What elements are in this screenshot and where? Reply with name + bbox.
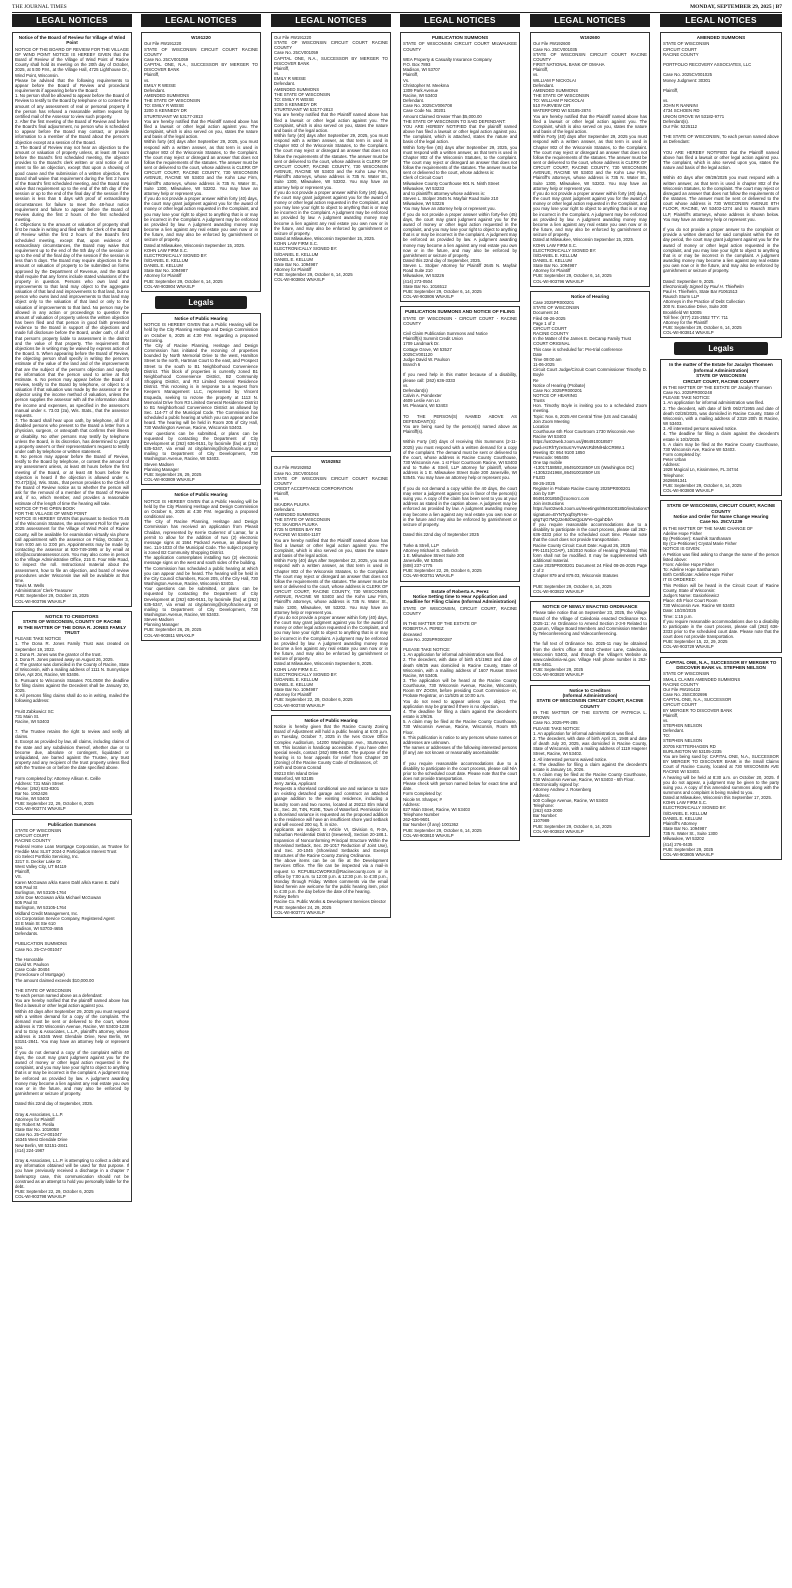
notice-body: PLEASE TAKE NOTICE 1. The Dona R. Jones Family Trust was created on September 19, 2022. 2. Dona R. Jones was the grantor of the trust. 3. Dona R. Jones passed away on August 26, 2025. 4. The grantor was domiciled in the County of Racine, State of Wisconsin, with a mailing address of 1111 N. Sunnyslope Drive, Apt 204, Racine, WI 53406. 5. Pursuant to Wisconsin Statutes 701.0508 the deadline for filing claims against the Decedent shall be January 30, 2025. 6. All persons filing claims shall do so in writing, mailed the following address: Pruitt Zabkowicz SC 731 Main St. Racine, WI 53403 7. The Trustee retains the right to review and verify all claims. 8. Except as provided by law, all claims, including claims of the state and any subdivision thereof, whether due or to become due, absolute or contingent, liquidated or unliquidated, are barred against the Trustee, any trust property and any recipient of the trust property unless filed with the Trustee on or before the date specified above. Form completed by: Attorney Allison K. Ceille Address: 731 Main Street Phone: (262) 633-8301 Bar No. 1062426 Racine, WI 53403 PUB: September 22, 29, October 6, 2025 COL-WI-903774 WNAXLP (15, 636, 129, 812)
notice-body: Our File #W192852 Case No. 25CV001044 STATE OF WISCONSIN CIRCUIT COURT RACINE COUNTY CREDIT ACCEPTANCE CORPORATION Plaintiff, vs. SKAIDRA PLIURA Defendant. AMENDED SUMMONS THE STATE OF WISCONSIN TO: SKAIDRA PLIURA 4725 N GREEN BAY RD RACINE WI 53404-1107 You are hereby notified that the Plaintiff named above has filed a lawsuit or other legal action against you. The Complaint, which is also served on you, states the nature and basis of the legal action. Within Forty (40) days after September 22, 2025, you must respond with a written answer, as that term is used in Chapter 802 of the Wisconsin Statutes, to the Complaint. The court may reject or disregard an answer that does not follow the requirements of the statutes. The answer must be sent or delivered to the court, whose address is CLERK OF CIRCUIT COURT, RACINE COUNTY, 730 WISCONSIN AVENUE, RACINE WI 53403 and the Kohn Law Firm, Plaintiff's attorneys, whose address is 735 N. Water St., Suite 1300, Milwaukee, WI 53202. You may have an attorney help or represent you. If you do not provide a proper answer within forty (40) days, the court may grant judgment against you for the award of money or other legal action requested in the Complaint, and you may lose your right to object to anything that is or may be incorrect in the Complaint. A judgment may be enforced as provided by law. A judgment awarding money may become a lien against any real estate you own now or in the future, and may also be enforced by garnishment or seizure of property. Dated at Milwaukee, Wisconsin September 5, 2025. KOHN LAW FIRM S.C. ELECTRONICALLY SIGNED BY: /S/DANIEL E. KELLUM DANIEL E. KELLUM State Bar No. 1094987 Attorney for Plaintiff PUB: September 22, 29, October 6, 2025 COL-WI-903740 WNAXLP (274, 465, 388, 708)
estate-perez (400, 586, 520, 841)
notice-title: NOTICE TO CREDITORS STATE OF WISCONSIN, COUNTY OF RACINE IN THE MATTER OF THE DONA R. JONES FAMILY TRUST (17, 613, 127, 635)
notice-to-creditors-jones (12, 611, 132, 815)
summons-notice-of-filing (400, 306, 520, 581)
column-5 (530, 32, 650, 1580)
notice-title: PUBLICATION SUMMONS (431, 35, 489, 40)
notice-body: NOTICE IS HEREBY GIVEN that a Public Hearing will be held by the City Planning Heritage and Design Commission on October 6, 2025 at 4:30 P.M. regarding a proposed conditional use. The City of Racine Planning, Heritage and Design Commission has received an application from Pleasit Chaidan, represented by Kerrie Gutierrez of Lamar, for a permit to allow for the addition of two (2) electronic message signs at 1564 Packard Avenue, as allowed by Sec. 114-1033 of the Municipal Code. The subject property is zoned B2 Community Shopping District. The application contemplates installing two (2) electronic message signs on the west and south sides of the building. The Commission has scheduled a public hearing at which you can appear and be heard. The hearing will be held in the City Council Chambers, Room 205, of the City Hall, 730 Washington Avenue, Racine, Wisconsin 53403. Your questions can be submitted, or plans can be requested by contacting the Department of City Development at (262) 636-9151, by facsimile (fax) at (262) 635-5347, via email at cityplanning@cityofracine.org or mailing to Department of City Development, 730 Washington Avenue, Racine, WI 53403. Steven Madsen Planning Manager PUB: September 26, 29, 2025 COL-WI-903811 WNAXLP (144, 498, 258, 638)
notice-title: CAPITAL ONE, N.A., SUCCESSOR BY MERGER TO DISCOVER BANK vs. STEPHEN NELSON (665, 659, 777, 670)
notice-title: AMENDED SUMMONS (696, 35, 746, 40)
electronic-signature: Electronically Signed by Paul H. Thielhelm (663, 283, 744, 289)
column-1 (12, 32, 132, 1580)
notice-of-hearing-decamp (530, 291, 650, 597)
date-text: MONDAY, SEPTEMBER 29, 2025 (689, 4, 772, 10)
notice-body: STATE OF WISCONSIN CIRCUIT COURT MILWAUKEE COUNTY WEA Property & Casualty Insurance Company P.O. Box 7893 Madison, WI 53707 Plaintiff, Vs. Christopher M. Meekma 1309 Park Avenue Racine, WI 53403 Defendant. Case No. 2025CV006708 Case Code No. 30201 Amount Claimed Greater Than $5,000.00 THE STATE OF WISCONSIN TO SAID DEFENDANT: YOU ARE HEREBY NOTIFIED that the plaintiff named above has filed a lawsuit or other legal action against you. The complaint, which is attached, states the nature and basis of the legal action. Within forty-five (45) days after September 29, 2025, you must respond with a written answer, as that term is used in Chapter 802 of the Wisconsin Statutes, to the complaint. The court may reject or disregard an answer that does not follow the requirements of the statutes. The answer must be sent or delivered to the court, whose address is: Clerk of Circuit Court Milwaukee County Courthouse 901 N. Ninth Street Milwaukee, WI 53233 and to plaintiff's attorney whose address is: Steven L. Stolper 2645 N. Mayfair Road Suite 210 Milwaukee, WI 53226 You may have an attorney help or represent you. If you do not provide a proper answer within forty-five (45) days, the court may grant judgment against you for the award of money or other legal action requested in the complaint, and you may lose your right to object to anything that is or may be incorrect in the complaint. A judgment may be enforced as provided by law. A judgment awarding money may become a lien against any real estate you own now or in the future, and may also be enforced by garnishment or seizure of property. Dated this 22nd day of September, 2025. Steven L. Stolper Attorney for Plaintiff 2645 N. Mayfair Road Suite 210 Milwaukee, WI 53226 (414) 273-0504 State Bar No. 1016512 PUB: September 29, October 6, 14, 2025 COL-WI-903806 WNAXLP (403, 41, 517, 300)
estate-thomsen (660, 359, 782, 496)
notice-body: IN THE MATTER OF THE ESTATE OF Jacalyn Thomsen Case No. 2025PR000248 PLEASE TAKE NOTICE: 1. An application for informal administration was filed. 2. The decedent, with date of birth 06/27/1955 and date of death 02/26/2025, was domiciled in Racine County, State of Wisconsin, with a mailing address of 2319 20th St Racine, WI 53403. 3. All interested persons waived notice. 4. The deadline for filing a claim against the decedent's estate is 10/3/2025. 5. A claim may be filed at the Racine County Courthouse, 730 Wisconsin Ave, Racine WI 53403. Form completed by: Peter Urban Address: 1928 Magical Ln, Kissimmee, FL 34744 Telephone: 2628691341 PUB: September 29, October 6, 14, 2025 COL-WI-903808 WNAXLP (663, 384, 779, 494)
notice-body: STATE OF WISCONSIN - CIRCUIT COURT - RACINE COUNTY Civil Claim Publication Summons and Notice Plaintiff(s) Summit Credit Union 1709 Landmark Dr. Cottage Grove, WI 53527 2025CV001120 Judge David W. Paulson Branch 6 If you need help in this matter because of a disability, please call: (262) 636-3333 vs. Defendant(s) Calvin A. Poindexter 4609 Leslie Ann Ln Mt. Pleasant, WI 53403 TO THE PERSON(S) NAMED ABOVE AS DEFENDANT(S): You are being sued by the person(s) named above as Plaintiff(s). Within Forty (40) days of receiving this Summons (2-11-2025) you must respond with a written demand for a copy of the complaint. The demand must be sent or delivered to the court, whose address is Racine County Courthouse, 730 Wisconsin Ave. 1 st Floor Courtroom Racine, WI 53403 and to Turke & Strell, LLP attorney for plaintiff, whose address is 1 E. Milwaukee Street Suite 200 Janesville, WI 53545. You may have an attorney help or represent you. If you do not demand a copy within the 40 days, the court may enter a judgment against you in favor of the person(s) suing you. A copy of the claim has been sent to you at your address as stated in the caption above. A judgment may be enforced as provided by law. A judgment awarding money may become a lien against any real estate you own now or in the future and may also be enforced by garnishment or seizure of property. Dated this 22nd day of September 2025 Turke & Strell, LLP Attorney Michael S. Gellerich 1 E. Milwaukee Street Suite 200 Janesville, WI 53545 (608) 237-1775 PUB: September 22, 29, October 6, 2025 COL-WI-903751 WNAXLP (403, 315, 517, 579)
notice-title: Publication Summons (47, 821, 97, 827)
notice-body: STATE OF WISCONSIN CIRCUIT COURT RACINE COUNTY Federal Home Loan Mortgage Corporation, as Trustee for Freddie Mac SLST 2024-2 Participation Interest Trust c/o Select Portfolio Servicing, Inc. 3217 S. Decker Lake Dr. West Valley City, UT 84119 Plaintiff, VS. Karen McGowan a/k/a Karen Dahl a/k/a Karen E. Dahl 505 Paul St Burlington, WI 53105-1764 John Doe McGowan a/k/a Michael McGowan 505 Paul St Burlington, WI 53105-1764 Midland Credit Management, Inc. c/o Corporation Service Company, Registered Agent 33 E Main St Ste 610 Madison, WI 53703-4655 Defendants. PUBLICATION SUMMONS Case No. 25-CV-001047 The Honorable David W. Paulson Case Code 30404 (Foreclosure of Mortgage) The amount claimed exceeds $10,000.00 THE STATE OF WISCONSIN To each person named above as a defendant: You are hereby notified that the plaintiff named above has filed a lawsuit or other legal action against you. Within 40 days after September 29, 2025 you must respond with a written demand for a copy of the complaint. The demand must be sent or delivered to the court, whose address is 730 Wisconsin Avenue, Racine, WI 53403-1238 and to Gray & Associates, L.L.P., plaintiff's attorney, whose address is 16345 West Glendale Drive, New Berlin, WI 53151-2841. You may have an attorney help or represent you. If you do not demand a copy of the complaint within 40 days, the court may grant judgment against you for the award of money or other legal action requested in the complaint, and you may lose your right to object to anything that is or may be incorrect in the complaint. A judgment may be enforced as provided by law. A judgment awarding money may become a lien against any real estate you own now or in the future, and may also be enforced by garnishment or seizure of property. Dated this 22nd day of September, 2025. Gray & Associates, L.L.P. Attorneys for Plaintiff By: Robert M. Pietila State Bar No. 1018058 Case No. 25-CV-001047 16345 West Glendale Drive New Berlin, WI 53151-2841 (414) 224-1987 Gray & Associates, L.L.P. is attempting to collect a debt and any information obtained will be used for that purpose. If you have previously received a discharge in a chapter 7 bankruptcy case, this communication should not be construed as an attempt to hold you personally liable for the debt. PUB: September 22, 29, October 6, 2025 COL-WI-903798 WNAXLP (15, 828, 129, 1200)
notice-body: Our File #W191220 STATE OF WISCONSIN CIRCUIT COURT RACINE COUNTY Case No. 25CV001059 CAPITAL ONE, N.A., SUCCESSOR BY MERGER TO DISCOVER BANK Plaintiff, vs. EMILY R WEISE Defendant. AMENDED SUMMONS THE STATE OF WISCONSIN TO: EMILY R WEISE 3200 S KENNEDY DR STURTEVANT WI 53177-2813 You are hereby notified that the Plaintiff named above has filed a lawsuit or other legal action against you. The Complaint, which is also served on you, states the nature and basis of the legal action. Within forty (40) days after September 29, 2025, you must respond with a written answer, as that term is used in Chapter 802 of the Wisconsin Statutes, to the Complaint. The court may reject or disregard an answer that does not follow the requirements of the statutes. The answer must be sent or delivered to the court, whose address is CLERK OF CIRCUIT COURT, RACINE COUNTY, 730 WISCONSIN AVENUE, RACINE WI 53403 and the Kohn Law Firm, Plaintiff's attorneys, whose address is 735 N. Water St., Suite 1300, Milwaukee, WI 53202. You may have an attorney help or represent you. If you do not provide a proper answer within forty (40) days, the court may grant judgment against you for the award of money or other legal action requested in the Complaint, and you may lose your right to object to anything that is or may be incorrect in the Complaint. A judgment may be enforced as provided by law. A judgment awarding money may become a lien against any real estate you own now or in the future, and may also be enforced by garnishment or seizure of property. Dated at Milwaukee, Wisconsin September 15, 2025. KOHN LAW FIRM S.C. ELECTRONICALLY SIGNED BY: /S/DANIEL E. KELLUM DANIEL E. KELLUM State Bar No. 1094987 Attorney for Plaintiff PUB: September 29, October 6, 14, 2025 COL-WI-903804 WNAXLP (274, 35, 388, 283)
notice-body: Our File #W191220 STATE OF WISCONSIN CIRCUIT COURT RACINE COUNTY Case No. 25CV001059 CAPITAL ONE, N.A., SUCCESSOR BY MERGER TO DISCOVER BANK Plaintiff, vs. EMILY R WEISE Defendant. AMENDED SUMMONS THE STATE OF WISCONSIN TO: EMILY R WEISE 3200 S KENNEDY DR STURTEVANT WI 53177-2813 You are hereby notified that the Plaintiff named above has filed a lawsuit or other legal action against you. The Complaint, which is also served on you, states the nature and basis of the legal action. Within forty (40) days after September 29, 2025, you must respond with a written answer, as that term is used in Chapter 802 of the Wisconsin Statutes, to the Complaint. The court may reject or disregard an answer that does not follow the requirements of the statutes. The answer must be sent or delivered to the court, whose address is CLERK OF CIRCUIT COURT, RACINE COUNTY, 730 WISCONSIN AVENUE, RACINE WI 53403 and the Kohn Law Firm, Plaintiff's attorneys, whose address is 735 N. Water St., Suite 1300, Milwaukee, WI 53202. You may have an attorney help or represent you. If you do not provide a proper answer within forty (40) days, the court may grant judgment against you for the award of money or other legal action requested in the Complaint, and you may lose your right to object to anything that is or may be incorrect in the Complaint. A judgment may be enforced as provided by law. A judgment awarding money may become a lien against any real estate you own now or in the future, and may also be enforced by garnishment or seizure of property. Dated at Milwaukee, Wisconsin September 15, 2025. KOHN LAW FIRM S.C. ELECTRONICALLY SIGNED BY: /S/DANIEL E. KELLUM DANIEL E. KELLUM State Bar No. 1094987 Attorney for Plaintiff PUB: September 29, October 6, 14, 2025 COL-WI-903804 WNAXLP (144, 41, 258, 289)
newly-enacted-ordinance (530, 601, 650, 680)
notice-body: STATE OF WISCONSIN CIRCUIT COURT RACINE COUNTY PORTFOLIO RECOVERY ASSOCIATES, LLC Case No. 2025CV001025 Money Judgment: 30301 Plaintiff, vs. JOHN R NANNINI 4734 SCHOEN RD UNION GROVE WI 53182-9771 Defendant(s). Our File: 5225112 THE STATE OF WISCONSIN, To each person named above as Defendant: YOU ARE HEREBY NOTIFIED that the Plaintiff named above has filed a lawsuit or other legal action against you. The complaint, which is also served upon you, states the nature and basis of the legal action. Within 40 days after 09/29/2025 you must respond with a written answer, as that term is used in chapter 802 of the Wisconsin Statutes, to the complaint. The court may reject or disregard an answer that does not follow the requirements of the statutes. The answer must be sent or delivered to the court whose address is 730 WISCONSIN AVENUE 8TH FLOOR, RACINE, WI 53403-1274 and to Rausch Sturm LLP, Plaintiff's attorneys, whose address is shown below. You may have an attorney help or represent you. If you do not provide a proper answer to the complaint or provide a written demand for said complaint within the 40 day period, the court may grant judgment against you for the award of money or other legal action requested in the complaint, and you may lose your right to object to anything that is or may be incorrect in the complaint. A judgment awarding money may become a lien against any real estate you own now or in the future, and may also be enforced by garnishment or seizure of property. Dated: September 9, 2025. (663, 41, 779, 284)
notice-board-of-review (12, 32, 132, 607)
notice-title: Estate of Roberta A. Perez Notice Setting time to Hear Application and Deadline for Filing Claims (Informal Administration) (403, 588, 517, 605)
notice-body: Notice is hereby given that the Racine County Zoning Board of Adjustment will hold a public hearing at 6:00 p.m. on Tuesday, October 7, 2025 in the Ives Grove Office Complex Auditorium, 14200 Washington Ave., Sturtevant, WI. This location is handicap accessible. If you have other special needs, contact (262) 886-8440. The purpose of the hearing is to hear appeals for relief from Chapter 20 (Zoning) of the Racine County Code of Ordinances, of: Keith and Donna Conrad 29213 Elm Island Drive Waterford, WI 53185 Jerry Janka, Applicant Requests a shoreland conditional use and variance to raze an existing detached garage and construct an attached garage addition to the existing residence, including a laundry room and two rooms, located at 29213 Elm Island Dr., Sec. 28, T4N, R19E, Town of Waterford. Permission for a shoreland variance is requested as the proposed addition to the residence will have an insufficient shore yard setback and will exceed 200 sq. ft. in size. Applicants are subject to Article VI, Division 6, R-3A, Suburban Residential District (Sewered), Section 20-188.1. Expansion of Nonconforming Principal Structure Within the Shoreland Setback, Sec. 20-1017 Reduction of Joint Use), and Sec. 20-1045 (Shoreland Setbacks and Exempt Structures of the Racine County Zoning Ordinance. The above items can be on file at the Development Services Office. The file can be inspected via a mail-in request to RCPUBLICWORKS@Racinecounty.com or in Office by 7:00 a.m. to 12:00 p.m. & 12:30 p.m. to 4:30 p.m., Monday through Friday. Written comments via the email listed herein are welcome for the public hearing item, prior to 4:30 p.m. the day before the date of the hearing. Robey Behm Racine Co. Public Works & Development Services Director PUB: September 24, 29, 2025 COL-WI-903771 WNAXLP (274, 724, 388, 915)
section-head-3: LEGAL NOTICES (271, 14, 391, 27)
small-claims-capital-one (660, 657, 782, 860)
section-head-2: LEGAL NOTICES (141, 14, 261, 27)
summons-w191220-continued (271, 32, 391, 452)
legals-banner: Legals (155, 296, 247, 309)
notice-body: Case 2025PR000201 STATE OF WISCONSIN Document 24 Filed 08-26-2025 Page 1 of 2 CIRCUIT COURT RACINE COUNTY In the Matter of the James E. DeCamp Family Trust COURT ORIGINAL This case is scheduled for: Pre-trial conference Date Time 09:00 am 11-06-2025 Circuit Court Judge/Circuit Court Commissioner Timothy D. Boyle Re Notice of Hearing (Probate) Case No: 2025PR000201 NOTICE OF HEARING Trusts Hon. Timothy Boyle is inviting you to a scheduled Zoom meeting. Topic: Nov. 6, 2025 AM Central Time (US and Canada) Join Zoom Meeting Location Courthouse 6th Floor Courtroom 1730 Wisconsin Ave Racine WI 53403 https://us02web.zoom.us/j/86491001850?pwd=HzRhTyzeSuIcYvYwWcRd9NlHdcCR9W.1 Meeting ID: 864 9100 1850 Passcode: 965406 One tap mobile +13017158592,,86491001850# US (Washington DC) +13052241968,,86491001850# US FILED 08-26-2025 Register in Probate Racine County 2025PR000201 Join by SIP 86491001850@zoomcrc.com Join instructions https://us02web.zoom.us/meetings/86491001850/invitations?signature=BYNTyxqfSyRrHv-q6gTqG7MQJ2e8dOwQpLWYe-GgahDbA If you require reasonable accommodations due to a disability to participate in the court process, please call 262-636-3333 prior to the scheduled court time. Please note that the court does not provide transportation. Racine County Circuit Court Date: August 26, 2025 PR-1101(COAP), 10/2010 Notice of Hearing (Probate) This form shall not be modified. It may be supplemented with additional material. Case 2025PR000201 Document 24 Filed 08-26-2025 Page 2 of 2 Chapter 879 and 879.03, Wisconsin Statutes PUB: September 29, October 6, 14, 2025 COL-WI-903822 WNAXLP (533, 300, 650, 594)
column-6 (660, 32, 782, 1580)
notice-title: NOTICE OF NEWLY ENACTED ORDINANCE (542, 604, 638, 610)
notice-body: IN THE MATTER OF THE ESTATE OF PATRICIA L. BROWN Case No. 2025-PR-285 PLEASE TAKE NOTICE: 1. An application for informal administration was filed. 2. The decedent, with date of birth April 21, 1948 and date of death July 20, 2025, was domiciled in Racine County, State of Wisconsin, with a mailing address of 1119 Hagerer Street, Racine, WI 53402. 3. All interested persons waived notice. 4. The deadline for filing a claim against the decedent's estate is January 16, 2026. 5. A claim may be filed at the Racine County Courthouse, 730 Wisconsin Avenue, Racine, WI 53403 - 6th Floor. Electronically signed by: Attorney Andrew J. Rosenberg Address: 500 College Avenue, Racine, WI 53403 Telephone: (262) 633-2000 Bar Number: 1107989 PUB: September 29, October 6, 14, 2025 COL-WI-903824 WNAXLP (533, 710, 647, 834)
notice-title: Notice to Creditors (Informal Administration) STATE OF WISCONSIN CIRCUIT COURT, RACINE COUNTY (536, 687, 644, 709)
amended-summons-portfolio (660, 32, 782, 338)
notice-title: Notice of the Board of Review for Village of Wind Point (18, 35, 126, 46)
notice-body: NOTICE OF THE BOARD OF REVIEW FOR THE VILLAGE OF WIND POINT NOTICE IS HEREBY GIVEN that the Board of Review of the Village of Wind Point of Racine County shall hold its meeting on the 20th day of October, 2025, at 5:00 P.M., at the Village Hall, 4725 Lighthouse Dr., Wind Point, Wisconsin. Please be advised that the following requirements to appear before the Board of Review and procedural requirements if appearing before the Board: 1. No person shall be allowed to appear before the Board of Review to testify to the Board by telephone or to contest the amount of any assessment of real or personal property if the person has refused a reasonable written request by certified mail of the Assessor to view such property. 2. After the first meeting of the Board of Review and before the Board's final adjournment, no person who is scheduled to appear before the Board may contact, or provide information to a member of the Board about the person's objection except at a session of the Board. 3. The Board of Review may not hear an objection to the amount or valuation of property unless, at least 48 hours before the Board's first scheduled meeting, the objector provides to the Board's clerk written or oral notice of an intent to file an objection, except that upon a showing of good cause and the submission of a written objection, the Board shall waive that requirement during the first 2 hours of the Board's first scheduled meeting, and the Board may waive that requirement up to the end of the 5th day of the session or up to the end of the final day of the session if the session is less than 5 days with proof of extraordinary circumstances for failure to meet the 48-hour notice requirement and failure to appear before the Board of Review during the first 2 hours of the first scheduled meeting. 4. Objections to the amount or valuation of property shall first be made in writing and filed with the Clerk of the Board of Review within the first 2 hours of the Board's first scheduled meeting, except that, upon evidence of extraordinary circumstances, the Board may waive that requirement up to the end of the 5th day of the session or up to the end of the final day of the session if the session is less than 5 days. The Board may require objections to the amount or valuation of property to be submitted on forms approved by the Department of Revenue, and the Board shall require that any forms include stated valuations of the property in question. Persons who own land and improvements to that land may object to the aggregate valuation of that land and improvements to that land, but no person who owns land and improvements to that land may object only to the valuation of that land or only to the valuation of improvements to that land. No person may be allowed in any action or proceedings to question the amount of valuation of property unless the written objection has been filed and that person in good faith presented evidence to the Board in support of the objections and made full disclosure before the Board, under oath, of all of that person's property liable to assessment in the district and the value of that property. The requirement that objections be in writing may be waived by express action of the Board. 5. When appearing before the Board of Review, the objecting person shall specify in writing the person's estimate of the value of the land and of the improvements that are the subject of the person's objection and specify the information that the person used to arrive at that estimate. 6. No person may appear before the Board of Review, testify to the Board by telephone, or object to a valuation if that valuation was made by the assessor or the objector using the income method of valuation, unless the person supplies the assessor with all the information about the income and expenses, as specified in the assessor's manual under s. 73.03 (2a), Wis. Stats., that the assessor requests. 7. The Board shall hear upon oath, by telephone, all ill or disabled persons who present to the Board a letter from a physician, surgeon, or osteopath that confirms their illness or disability. No other persons may testify by telephone unless the Board, in its discretion, has determined to grant a property owner's or their representative's request to testify under oath by telephone or written statement. 8. No person may appear before the Board of Review, testify to the Board by telephone, or contest the amount of any assessment unless, at least 48 hours before the first meeting of the Board, or at least 48 hours before the objection is heard if the objection is allowed under s. 70.47(3)(a), Wis. Stats., that person provides to the Clerk of the Board of Review notice as to whether the person will ask for the removal of a member of the Board of Review and, if so, which member, and provides a reasonable estimate of the length of time the hearing will take. NOTICE OF THE OPEN BOOK FOR THE VILLAGE OF WIND POINT NOTICE IS HEREBY GIVEN that pursuant to Section 70.45 of the Wisconsin Statutes, the assessment Roll for the year 2025 assessment for the Village of Wind Point of Racine County, will be available for examination virtually via phone call appointment with the assessor on Friday, October 3, from 9:00 am to 3:00 pm. Appointments may be made by contacting the assessor at 920-749-1995 or by email at info@accurateassessor.com. You may also come in person to the Village Administrative Office, 215 E. Four Mile Road, to inspect the roll. Instructional material about the assessment, how to file an objection, and board of review procedures under Wisconsin law will be available at that time. Travis M. Wells Administrator/ Clerk-Treasurer PUB: September 29, October 15, 2025 COL-WI-903796 WNAXLP (15, 46, 129, 604)
section-head-6: LEGAL NOTICES (660, 14, 782, 27)
creditors-brown (530, 685, 650, 837)
column-3 (271, 32, 391, 1580)
public-hearing-signs (141, 489, 261, 641)
publication-summons-wea (400, 32, 520, 302)
notice-title: STATE OF WISCONSIN, CIRCUIT COURT, RACINE COUNTY Notice and Order for Name Change Hearing Case No. 25CV1239 (666, 503, 776, 525)
notice-body: STATE OF WISCONSIN SMALL CLAIMS AMENDED SUMMONS RACINE COUNTY Our File #W191422 Case No. 25SC002696 CAPITAL ONE, N.A., SUCCESSOR CIRCUIT COURT BY MERGER TO DISCOVER BANK Plaintiff, vs. STEPHEN NELSON Defendant. TO: STEPHEN NELSON 20705 KETTERHAGEN RD BURLINGTON WI 53105-2235 You are being sued by: CAPITAL ONE, N.A., SUCCESSOR BY MERGER TO DISCOVER BANK in the Small Claims Court of Racine County, located at 730 WISCONSIN AVE RACINE WI 53403. A hearing will be held at 8:30 a.m. on October 20, 2025. If you do not appear, a judgment may be given to the party suing you. A copy of this amended summons along with the summons and complaint is being mailed to you. Dated at Milwaukee, Wisconsin this September 17, 2025. KOHN LAW FIRM S.C. ELECTRONICALLY SIGNED BY: /S/DANIEL E. KELLUM DANIEL E. KELLUM Plaintiff's Attorney State Bar No. 1094987 735 N. Water St., Suite 1300 Milwaukee, WI 53202 (414) 276-0435 PUB: September 29, 2025 COL-WI-903805 WNAXLP (663, 671, 779, 857)
summons-w192600 (530, 32, 650, 287)
notice-title: In the matter of the Estate for Jacalyn Thomsen (Informal Administration) STATE OF WISCONSIN CIRCUIT COURT, RACINE COUNTY (669, 362, 773, 384)
section-head-5: LEGAL NOTICES (530, 14, 650, 27)
public-hearing-zoning-board (271, 715, 391, 918)
notice-title: W191220 (191, 35, 211, 40)
public-hearing-rezoning (141, 313, 261, 485)
name-change-hearing (660, 500, 782, 652)
notice-body: Our File #W192600 Case No. 25CV001035 STATE OF WISCONSIN CIRCUIT COURT RACINE COUNTY FIRST NATIONAL BANK OF OMAHA Plaintiff, vs. WILLIAM P NICKOLAI Defendant. AMENDED SUMMONS THE STATE OF WISCONSIN TO: WILLIAM P NICKOLAI 510 FAIRVIEW CIR WATERFORD WI 53185-2874 You are hereby notified that the Plaintiff named above has filed a lawsuit or other legal action against you. The Complaint, which is also served on you, states the nature and basis of the legal action. Within Forty (40) days after September 29, 2025 you must respond with a written answer, as that term is used in Chapter 802 of the Wisconsin Statutes, to the Complaint. The court may reject or disregard an answer that does not follow the requirements of the statutes. The answer must be sent or delivered to the court, whose address is CLERK OF CIRCUIT COURT, RACINE COUNTY, 730 WISCONSIN AVENUE, RACINE WI 53403 and the Kohn Law Firm, Plaintiff's attorneys, whose address is 735 N. Water St., Suite 1300, Milwaukee, WI 53202. You may have an attorney help or represent you. If you do not provide a proper answer within forty (40) days, the court may grant judgment against you for the award of money or other legal action requested in the Complaint, and you may lose your right to object to anything that is or may be incorrect in the Complaint. A judgment may be enforced as provided by law. A judgment awarding money may become a lien against any real estate you own now or in the future, and may also be enforced by garnishment or seizure of property. Dated at Milwaukee, Wisconsin September 15, 2025. KOHN LAW FIRM S.C. ELECTRONICALLY SIGNED BY: /S/DANIEL E. KELLUM DANIEL E. KELLUM State Bar No. 1094987 Attorney for Plaintiff PUB: September 29, October 6, 14, 2025 COL-WI-903796 WNAXLP (533, 41, 647, 284)
notice-body: IN THE MATTER OF THE NAME CHANGE OF Adeline Hope Fisher By (Petitioner): Kaushik Santhanam By (Co-Petitioner) Crystal Marie Fisher NOTICE IS GIVEN: A Petition was filed asking to change the name of the person listed above: From: Adeline Hope Fisher To: Adeline Hope Santhanam Birth Certificate: Adeline Hope Fisher IT IS ORDERED: This Petition will be heard in the Circuit Court of Racine County, State of Wisconsin: Judge's Name: Gasiorkiewicz Place: 4th Floor Court Room 730 Wisconsin Ave. Racine WI 53403 Date: 10/20/2025 Time: 1:15 p.m. If you require reasonable accommodations due to a disability to participate in the court process, please call (262) 636-3333 prior to the scheduled court date. Please note that the court does not provide transportation. PUB: September 15, 22, 29, 2025 COL-WI-903729 WNAXLP (663, 525, 779, 650)
section-head-1: LEGAL NOTICES (12, 14, 132, 27)
notice-title: PUBLICATION SUMMONS AND NOTICE OF FILING (405, 309, 515, 315)
notice-body: STATE OF WISCONSIN, CIRCUIT COURT, RACINE COUNTY IN THE MATTER OF THE ESTATE OF ROBERTA A. PEREZ deceased Case No. 2025PR000287 PLEASE TAKE NOTICE: 1. An application for informal administration was filed. 2. The decedent, with date of birth 4/1/1963 and date of death 6/8/25 was domiciled in Racine County, State of Wisconsin, with a mailing address of 1607 Russet Street Racine, WI 53405. 3. The application will be heard at the Racine County Courthouse, 730 Wisconsin Avenue, Racine, Wisconsin, Room BY ZOOM, before presiding Court Commission- er, Probate Registrar, on 11/5/25 at 10:00 a.m. You do not need to appear unless you object. The application may be granted if there is no objection. 4. The deadline for filing a claim against the decedent's estate is 2/9/26. 5. A claim may be filed at the Racine County Courthouse, 730 Wisconsin Avenue, Racine, Wisconsin, Room 6th Floor. 6. This publication is notice to any persons whose names or addresses are unknown. The names or addresses of the following interested persons (if any) are not known or reasonably ascertainable: If you require reasonable accommodations due to a disability to participate in the court process, please call N/A prior to the scheduled court date. Please note that the court does not provide transportation. Please check with person named below for exact time and date. Form Completed by: Nicole M. Sharper, # Address: 827 Main Street, Racine, WI 53403 Telephone Number 262-636-9601 Bar Number (if any) 1001362 PUB: September 29, October 6, 14, 2025 COL-WI-903810 WNAXLP (403, 605, 517, 838)
summons-w192852 (271, 456, 391, 711)
publication-summons-mcgowan (12, 819, 132, 1203)
notice-body: NOTICE IS HEREBY GIVEN that a Public Hearing will be held by the City Planning Heritage and Design Commission on October 6, 2025 at 4:30 P.M. regarding a proposed Rezoning. The City of Racine Planning, Heritage and Design Commission has initiated the rezoning of properties bounded by North Memorial Drive to the west, Hamilton Street to the north, Hartman Court to the east, and Prospect Street to the south to B1 Neighborhood Convenience District. This block of properties is currently zoned B1 Neighborhood Convenience District, B2 Community Shopping District, and R3 Limited General Residence District. This rezoning is in response to a request from Keepers Management LLC, represented by Vincent Esqueda, seeking to rezone the property at 1113 N. Memorial Drive from R3 Limited General Residence District to B1 Neighborhood Convenience District as allowed by Sec. 114-77 of the Municipal Code. The Commission has scheduled a public hearing at which you can appear and be heard. The hearing will be held in Room 205 of City Hall, 730 Washington Avenue, Racine, Wisconsin 53403. Your questions can be submitted, or plans can be requested by contacting the Department of City Development at (262) 636-9151, by facsimile (fax) at (262) 635-5347, via email at cityplanning@cityofracine.org or mailing to Department of City Development, 730 Washington Avenue, Racine, WI 53403. Steven Madsen Planning Manager PUB: September 26, 29, 2025 COL-WI-903809 WNAXLP (144, 322, 258, 482)
notice-title: W192852 (321, 459, 341, 464)
notice-body: Please take notice that on September 23, 2025, the Village Board of the Village of Caledonia enacted Ordinance No. 2025-11: An Ordinance to Amend Section 2-3-9 Related to Quorum, Village Board Members and Commission Member by Teleconferencing and Videoconferencing. The full text of Ordinance No. 2025-11 may be obtained from the clerk's office at 5043 Chester Lane, Caledonia, Wisconsin 53402, and through the Village's Website at www.caledonia-wi.gov. Village Hall phone number is 262-835-4451. PUB: September 29, 2025 COL-WI-903820 WNAXLP (533, 610, 647, 678)
publication-name: THE JOURNAL TIMES (12, 4, 67, 10)
notice-title: Notice of Public Hearing (174, 315, 228, 321)
legals-banner: Legals (674, 342, 768, 355)
top-rule (12, 12, 782, 13)
column-4 (400, 32, 520, 1580)
notice-title: Notice of Public Hearing (304, 717, 358, 723)
dateline: MONDAY, SEPTEMBER 29, 2025 | B7 (689, 4, 782, 10)
summons-w191220 (141, 32, 261, 292)
section-head-4: LEGAL NOTICES (400, 14, 520, 27)
notice-body-footer: Paul H. Thielhelm, State Bar #1061513 Rausch Sturm LLP Attorneys in the Practice of Debt Collection 300 N. Executive Drive, Suite 200 Brookfield WI 53005 Toll free: (877) 215-2552 TTY: 711 Attorney for the Plaintiff PUB: September 29, October 6, 14, 2025 COL-WI-903814 WNAXLP (663, 288, 745, 336)
notice-title: W192600 (580, 35, 600, 40)
notice-title: Notice of Public Hearing (174, 492, 228, 498)
column-2 (141, 32, 261, 1580)
notice-title: Notice of Hearing (570, 293, 610, 299)
page-number: B7 (775, 4, 782, 10)
